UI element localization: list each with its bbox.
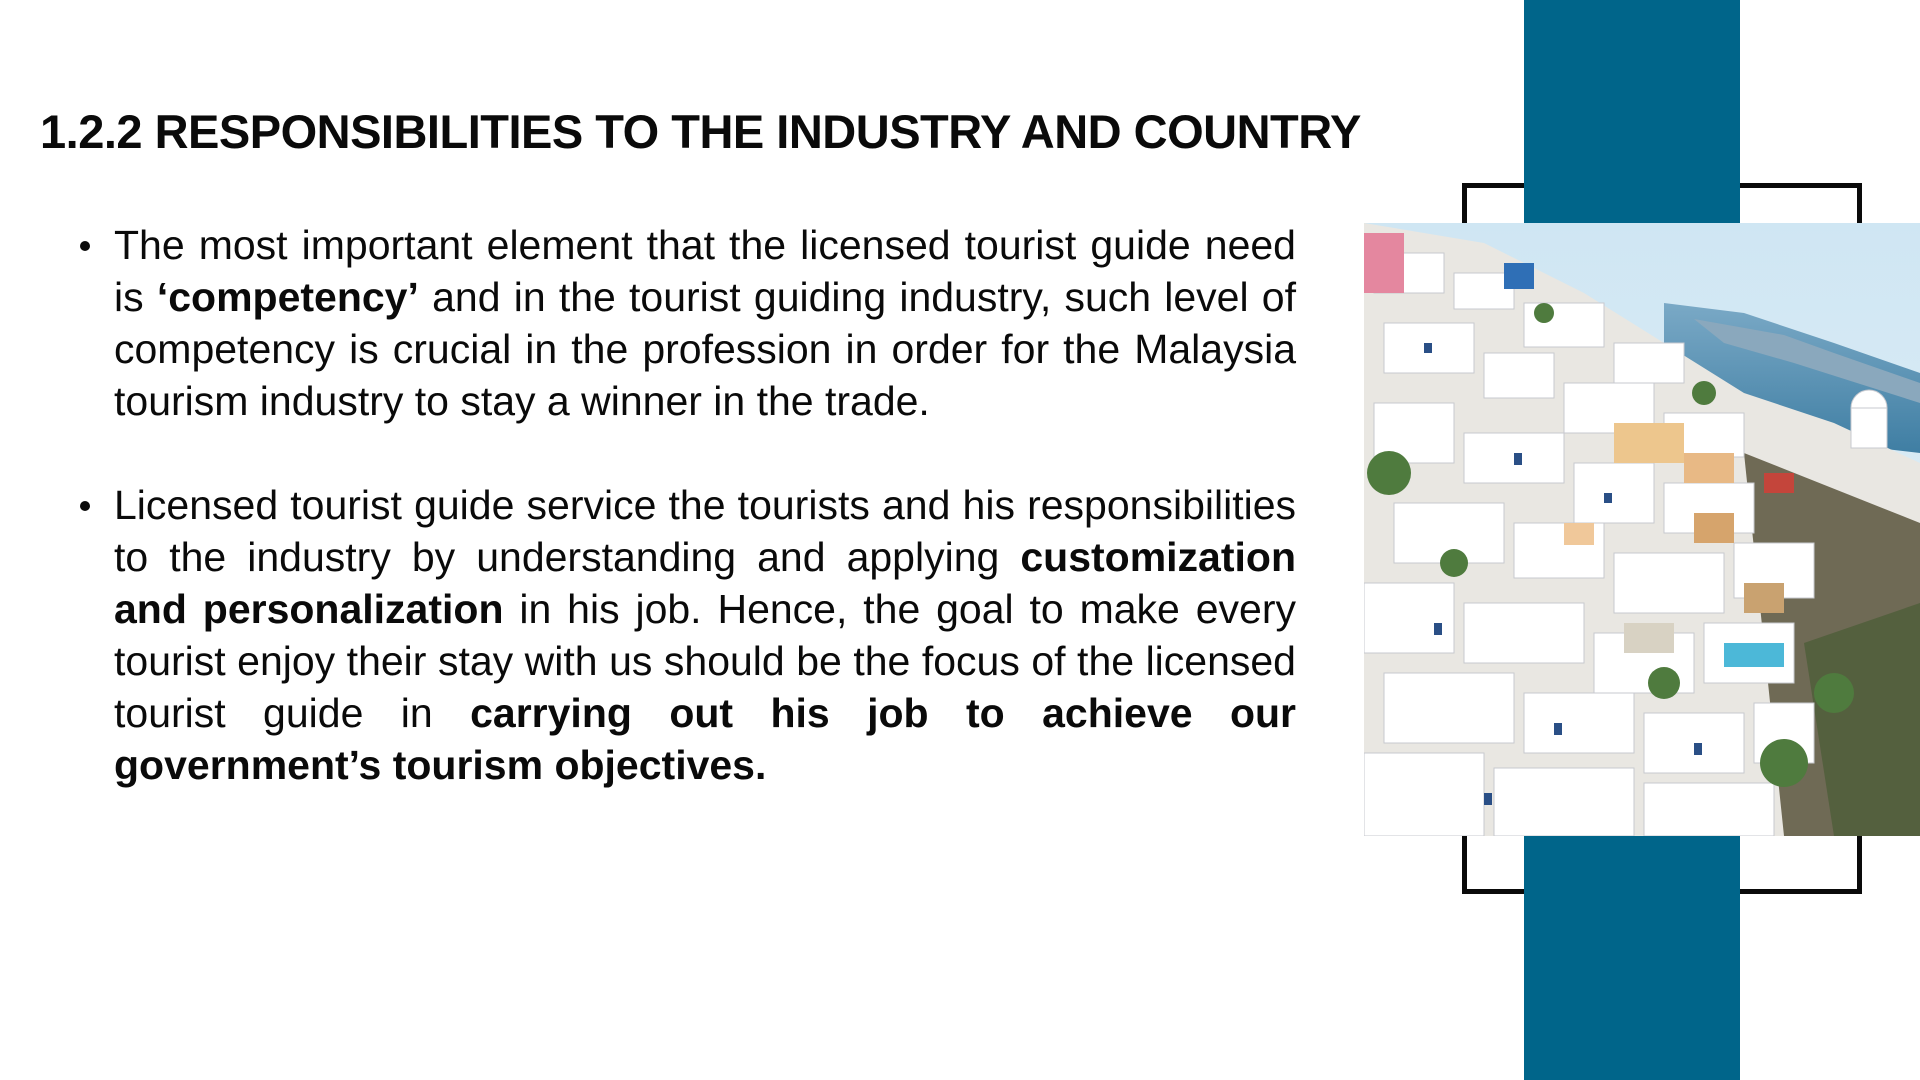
bullet-emphasis: carrying out his job to achieve our government’s tourism objectives. [114, 690, 1296, 788]
slide-title: 1.2.2 RESPONSIBILITIES TO THE INDUSTRY AND COUNTRY [40, 105, 1361, 158]
bullet-item [80, 219, 1296, 427]
bullet-text: The most important element that the licensed tourist guide need is [114, 222, 1296, 320]
santorini-photo [1364, 223, 1920, 836]
bullet-item [80, 479, 1296, 791]
bullet-emphasis: customization and personalization [114, 534, 1296, 632]
bullet-list [80, 219, 1296, 843]
bullet-text: and in the tourist guiding industry, such level of competency is crucial in the profession in order for the Malaysia tourism industry to stay a winner in the trade. [114, 274, 1296, 424]
bullet-emphasis: ‘competency’ [156, 274, 419, 320]
bullet-text: Licensed tourist guide service the tourists and his responsibilities to the industry by understanding and applying [114, 482, 1296, 580]
bullet-text: in his job. Hence, the goal to make every tourist enjoy their stay with us should be the focus of the licensed tourist guide in [114, 586, 1297, 736]
